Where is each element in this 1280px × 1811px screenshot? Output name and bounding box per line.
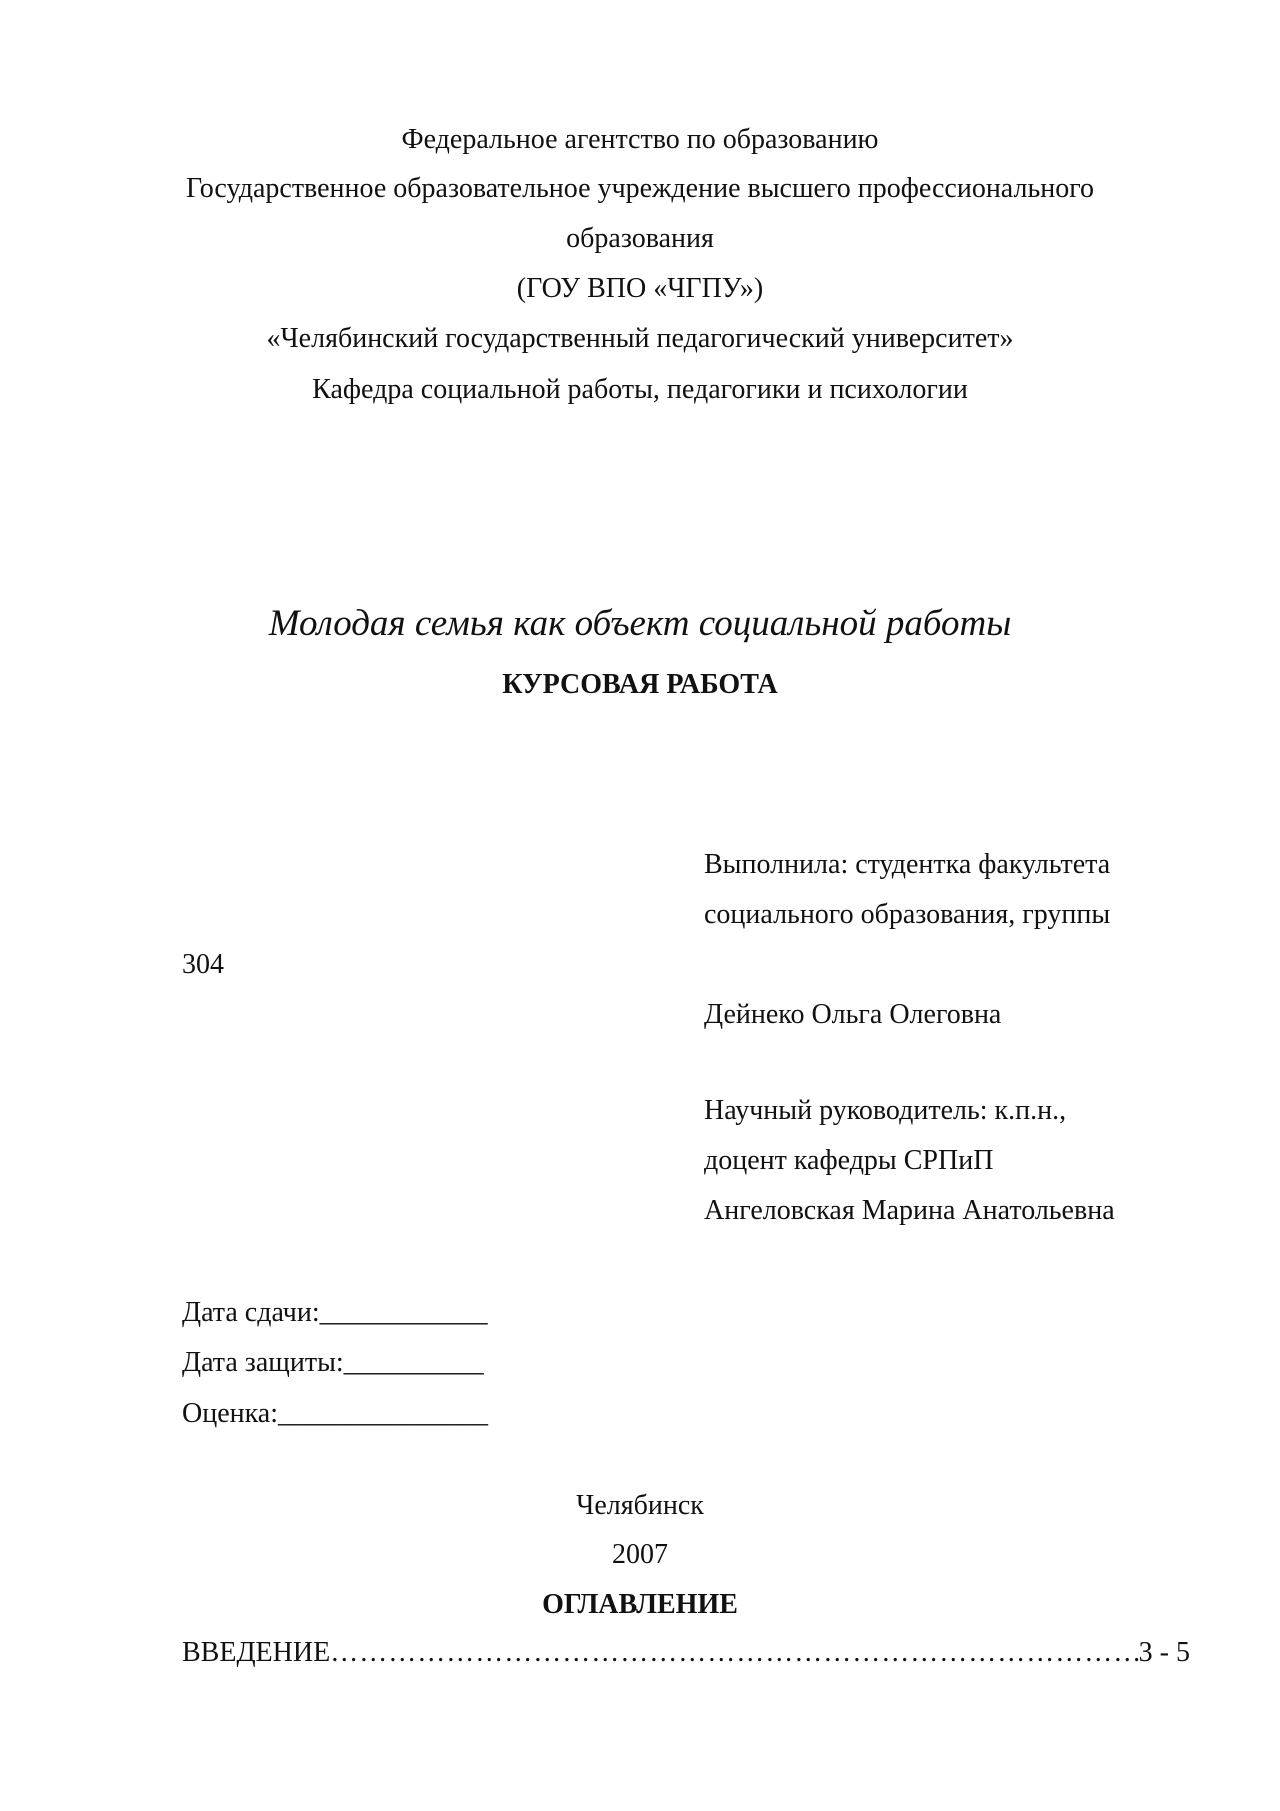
grade-field: Оценка:_______________ bbox=[182, 1398, 489, 1429]
header-institution: Государственное образовательное учреждение высшего профессионального bbox=[186, 173, 1094, 204]
toc-heading: ОГЛАВЛЕНИЕ bbox=[542, 1589, 738, 1620]
header-institution-cont: образования bbox=[566, 223, 714, 254]
supervisor-line2: доцент кафедры СРПиП bbox=[704, 1145, 994, 1176]
author-group: 304 bbox=[182, 949, 224, 980]
author-line2: социального образования, группы bbox=[704, 899, 1111, 930]
header-agency: Федеральное агентство по образованию bbox=[401, 124, 879, 155]
supervisor-name: Ангеловская Марина Анатольевна bbox=[704, 1195, 1115, 1226]
submit-date-field: Дата сдачи:____________ bbox=[182, 1297, 488, 1328]
header-department: Кафедра социальной работы, педагогики и психологии bbox=[312, 374, 968, 405]
header-abbreviation: (ГОУ ВПО «ЧГПУ») bbox=[516, 273, 764, 304]
defense-date-field: Дата защиты:__________ bbox=[182, 1347, 484, 1378]
header-university: «Челябинский государственный педагогический университет» bbox=[266, 323, 1014, 354]
supervisor-line1: Научный руководитель: к.п.н., bbox=[704, 1095, 1067, 1126]
author-line1: Выполнила: студентка факультета bbox=[704, 849, 1111, 880]
work-topic: Молодая семья как объект социальной работы bbox=[268, 603, 1012, 644]
year: 2007 bbox=[612, 1539, 668, 1570]
city: Челябинск bbox=[576, 1490, 704, 1521]
author-name: Дейнеко Ольга Олеговна bbox=[704, 999, 1002, 1030]
toc-entry-label: ВВЕДЕНИЕ bbox=[182, 1637, 331, 1668]
work-type: КУРСОВАЯ РАБОТА bbox=[502, 669, 778, 700]
toc-entry-pages: 3 - 5 bbox=[1138, 1637, 1190, 1668]
toc-entry bbox=[182, 1636, 1190, 1670]
toc-leader-dots bbox=[330, 1636, 1138, 1670]
